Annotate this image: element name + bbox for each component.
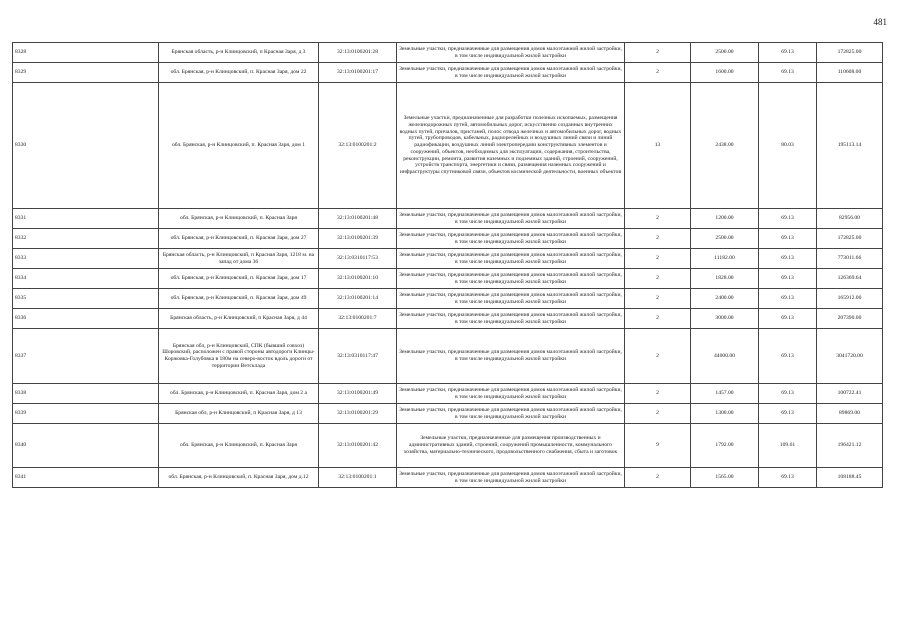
area-cell: 11182.00 [691, 249, 759, 269]
address-cell: обл. Брянская, р-н Клинцовский, п. Красная Заря, дом 22 [159, 63, 319, 83]
category-code-cell: 2 [625, 209, 691, 229]
table-row [13, 309, 883, 329]
category-code-cell: 2 [625, 468, 691, 488]
cadastral-number-cell: 32:13:0310117:47 [319, 329, 397, 384]
category-code-cell: 2 [625, 404, 691, 424]
rate-cell: 69.13 [759, 269, 817, 289]
cadastral-value-cell: 773011.66 [817, 249, 883, 269]
cadastral-value-cell: 110608.00 [817, 63, 883, 83]
area-cell: 2500.00 [691, 43, 759, 63]
area-cell: 44000.00 [691, 329, 759, 384]
land-use-cell: Земельные участки, предназначенные для размещения домов малоэтажной жилой застройки, в том числе индивидуальной жилой застройки [397, 229, 625, 249]
land-use-cell: Земельные участки, предназначенные для размещения домов малоэтажной жилой застройки, в том числе индивидуальной жилой застройки [397, 249, 625, 269]
cadastral-number-cell: 32:13:0100201:10 [319, 269, 397, 289]
rate-cell: 80.03 [759, 83, 817, 209]
area-cell: 1792.00 [691, 424, 759, 468]
cadastral-value-cell: 165912.00 [817, 289, 883, 309]
rate-cell: 69.13 [759, 249, 817, 269]
area-cell: 2438.00 [691, 83, 759, 209]
area-cell: 2400.00 [691, 289, 759, 309]
category-code-cell: 2 [625, 329, 691, 384]
area-cell: 3000.00 [691, 309, 759, 329]
cadastral-number-cell: 32:13:0100201:29 [319, 404, 397, 424]
land-use-cell: Земельные участки, предназначенные для размещения домов малоэтажной жилой застройки, в том числе индивидуальной жилой застройки [397, 329, 625, 384]
table-row [13, 404, 883, 424]
area-cell: 1565.00 [691, 468, 759, 488]
land-use-cell: Земельные участки, предназначенные для размещения домов малоэтажной жилой застройки, в том числе индивидуальной жилой застройки [397, 63, 625, 83]
area-cell: 1457.00 [691, 384, 759, 404]
cadastral-number-cell: 32:13:0100201:42 [319, 424, 397, 468]
rate-cell: 69.13 [759, 63, 817, 83]
address-cell: Брянская область, р-н Клинцовский, п Красная Заря, 1218 м. на запад от дома 36 [159, 249, 319, 269]
row-number-cell: 8341 [13, 468, 159, 488]
land-use-cell: Земельные участки, предназначенные для размещения домов малоэтажной жилой застройки, в том числе индивидуальной жилой застройки [397, 468, 625, 488]
rate-cell: 69.13 [759, 404, 817, 424]
category-code-cell: 13 [625, 83, 691, 209]
cadastral-value-cell: 89869.00 [817, 404, 883, 424]
address-cell: обл. Брянская, р-н Клинцовский, п. Красная Заря, дом 1 [159, 83, 319, 209]
address-cell: обл. Брянская, р-н Клинцовский, п. Красная Заря, дом 17 [159, 269, 319, 289]
registry-body [13, 43, 883, 488]
cadastral-number-cell: 32:13:0100201:49 [319, 384, 397, 404]
address-cell: обл. Брянская, р-н Клинцовский, п. Красная Заря, дом д.12 [159, 468, 319, 488]
rate-cell: 69.13 [759, 289, 817, 309]
category-code-cell: 2 [625, 289, 691, 309]
row-number-cell: 8339 [13, 404, 159, 424]
table-row [13, 384, 883, 404]
category-code-cell: 2 [625, 63, 691, 83]
table-row [13, 289, 883, 309]
land-use-cell: Земельные участки, предназначенные для размещения домов малоэтажной жилой застройки, в том числе индивидуальной жилой застройки [397, 43, 625, 63]
address-cell: обл. Брянская, р-н Клинцовский, п. Красная Заря, дом 49 [159, 289, 319, 309]
table-row [13, 209, 883, 229]
rate-cell: 69.13 [759, 309, 817, 329]
area-cell: 1600.00 [691, 63, 759, 83]
cadastral-value-cell: 207390.00 [817, 309, 883, 329]
area-cell: 2500.00 [691, 229, 759, 249]
row-number-cell: 8331 [13, 209, 159, 229]
table-row [13, 424, 883, 468]
table-row [13, 43, 883, 63]
cadastral-value-cell: 195113.14 [817, 83, 883, 209]
row-number-cell: 8334 [13, 269, 159, 289]
cadastral-number-cell: 32:13:0100201:48 [319, 209, 397, 229]
category-code-cell: 9 [625, 424, 691, 468]
address-cell: обл. Брянская, р-н Клинцовский, п. Красная Заря, дом 2 а [159, 384, 319, 404]
address-cell: Брянская обл, р-н Клинцовский, п Красная Заря, д 13 [159, 404, 319, 424]
table-row [13, 83, 883, 209]
table-row [13, 229, 883, 249]
land-use-cell: Земельные участки, предназначенные для размещения производственных и административных зданий, строений, сооружений промышленности, коммунального хозяйства, материально-технического, продовольственного снабжения, сбыта и заготовок [397, 424, 625, 468]
rate-cell: 69.13 [759, 384, 817, 404]
cadastral-value-cell: 172825.00 [817, 43, 883, 63]
row-number-cell: 8337 [13, 329, 159, 384]
land-use-cell: Земельные участки, предназначенные для размещения домов малоэтажной жилой застройки, в том числе индивидуальной жилой застройки [397, 269, 625, 289]
land-use-cell: Земельные участки, предназначенные для разработки полезных ископаемых, размещения железнодорожных путей, автомобильных дорог, искусственно созданных внутренних водных путей, причалов, пристаней, полос отвода железных и автомобильных дорог, водных путей, трубопроводов, кабельных, радиорелейных и воздушных линий связи и линий радиофикации, воздушных линий электропередачи конструктивных элементов и сооружений, объектов, необходимых для эксплуатации, содержания, строительства, реконструкции, ремонта, развития наземных и подземных зданий, строений, сооружений, устройств транспорта, энергетики и связи, размещения наземных сооружений и инфраструктуры спутниковой связи, объектов космической деятельности, военных объектов [397, 83, 625, 209]
cadastral-value-cell: 100722.41 [817, 384, 883, 404]
area-cell: 1300.00 [691, 404, 759, 424]
category-code-cell: 2 [625, 384, 691, 404]
table-row [13, 329, 883, 384]
cadastral-value-cell: 82956.00 [817, 209, 883, 229]
cadastral-number-cell: 32:13:0100201:2 [319, 83, 397, 209]
area-cell: 1200.00 [691, 209, 759, 229]
land-use-cell: Земельные участки, предназначенные для размещения домов малоэтажной жилой застройки, в том числе индивидуальной жилой застройки [397, 289, 625, 309]
cadastral-number-cell: 32:13:0100201:1 [319, 468, 397, 488]
table-row [13, 468, 883, 488]
cadastral-registry-table [12, 42, 883, 488]
address-cell: обл. Брянская, р-н Клинцовский, п. Красная Заря [159, 424, 319, 468]
row-number-cell: 8330 [13, 83, 159, 209]
row-number-cell: 8335 [13, 289, 159, 309]
category-code-cell: 2 [625, 269, 691, 289]
rate-cell: 109.61 [759, 424, 817, 468]
address-cell: Брянская область, р-н Клинцовский, п Красная Заря, д 3 [159, 43, 319, 63]
row-number-cell: 8338 [13, 384, 159, 404]
cadastral-value-cell: 108188.45 [817, 468, 883, 488]
address-cell: Брянская область, р-н Клинцовский, п Красная Заря, д 44 [159, 309, 319, 329]
row-number-cell: 8340 [13, 424, 159, 468]
cadastral-number-cell: 32:13:0100201:17 [319, 63, 397, 83]
cadastral-number-cell: 32:13:0100201:7 [319, 309, 397, 329]
category-code-cell: 2 [625, 229, 691, 249]
land-use-cell: Земельные участки, предназначенные для размещения домов малоэтажной жилой застройки, в том числе индивидуальной жилой застройки [397, 384, 625, 404]
cadastral-number-cell: 32:13:0100201:14 [319, 289, 397, 309]
land-use-cell: Земельные участки, предназначенные для размещения домов малоэтажной жилой застройки, в том числе индивидуальной жилой застройки [397, 309, 625, 329]
row-number-cell: 8336 [13, 309, 159, 329]
row-number-cell: 8328 [13, 43, 159, 63]
page-number: 481 [873, 17, 887, 27]
address-cell: Брянская обл, р-н Клинцовский, СПК (бывший совхоз) Шоровский, расположен с правой стороны автодороги Клинцы-Коржовка-Голубовка в 180м на северо-восток вдоль дороги от территории Ветсклада [159, 329, 319, 384]
cadastral-value-cell: 126369.64 [817, 269, 883, 289]
rate-cell: 69.13 [759, 329, 817, 384]
cadastral-number-cell: 32:13:0310117:53 [319, 249, 397, 269]
address-cell: обл. Брянская, р-н Клинцовский, п. Красная Заря [159, 209, 319, 229]
cadastral-value-cell: 3041720.00 [817, 329, 883, 384]
area-cell: 1828.00 [691, 269, 759, 289]
land-use-cell: Земельные участки, предназначенные для размещения домов малоэтажной жилой застройки, в том числе индивидуальной жилой застройки [397, 209, 625, 229]
table-row [13, 269, 883, 289]
cadastral-number-cell: 32:13:0100201:39 [319, 229, 397, 249]
address-cell: обл. Брянская, р-н Клинцовский, п. Красная Заря, дом 27 [159, 229, 319, 249]
land-use-cell: Земельные участки, предназначенные для размещения домов малоэтажной жилой застройки, в том числе индивидуальной жилой застройки [397, 404, 625, 424]
row-number-cell: 8332 [13, 229, 159, 249]
row-number-cell: 8329 [13, 63, 159, 83]
cadastral-value-cell: 172825.00 [817, 229, 883, 249]
rate-cell: 69.13 [759, 229, 817, 249]
cadastral-value-cell: 196421.12 [817, 424, 883, 468]
rate-cell: 69.13 [759, 43, 817, 63]
category-code-cell: 2 [625, 249, 691, 269]
cadastral-number-cell: 32:13:0100201:28 [319, 43, 397, 63]
table-row [13, 63, 883, 83]
table-row [13, 249, 883, 269]
row-number-cell: 8333 [13, 249, 159, 269]
category-code-cell: 2 [625, 309, 691, 329]
rate-cell: 69.13 [759, 209, 817, 229]
rate-cell: 69.13 [759, 468, 817, 488]
category-code-cell: 2 [625, 43, 691, 63]
